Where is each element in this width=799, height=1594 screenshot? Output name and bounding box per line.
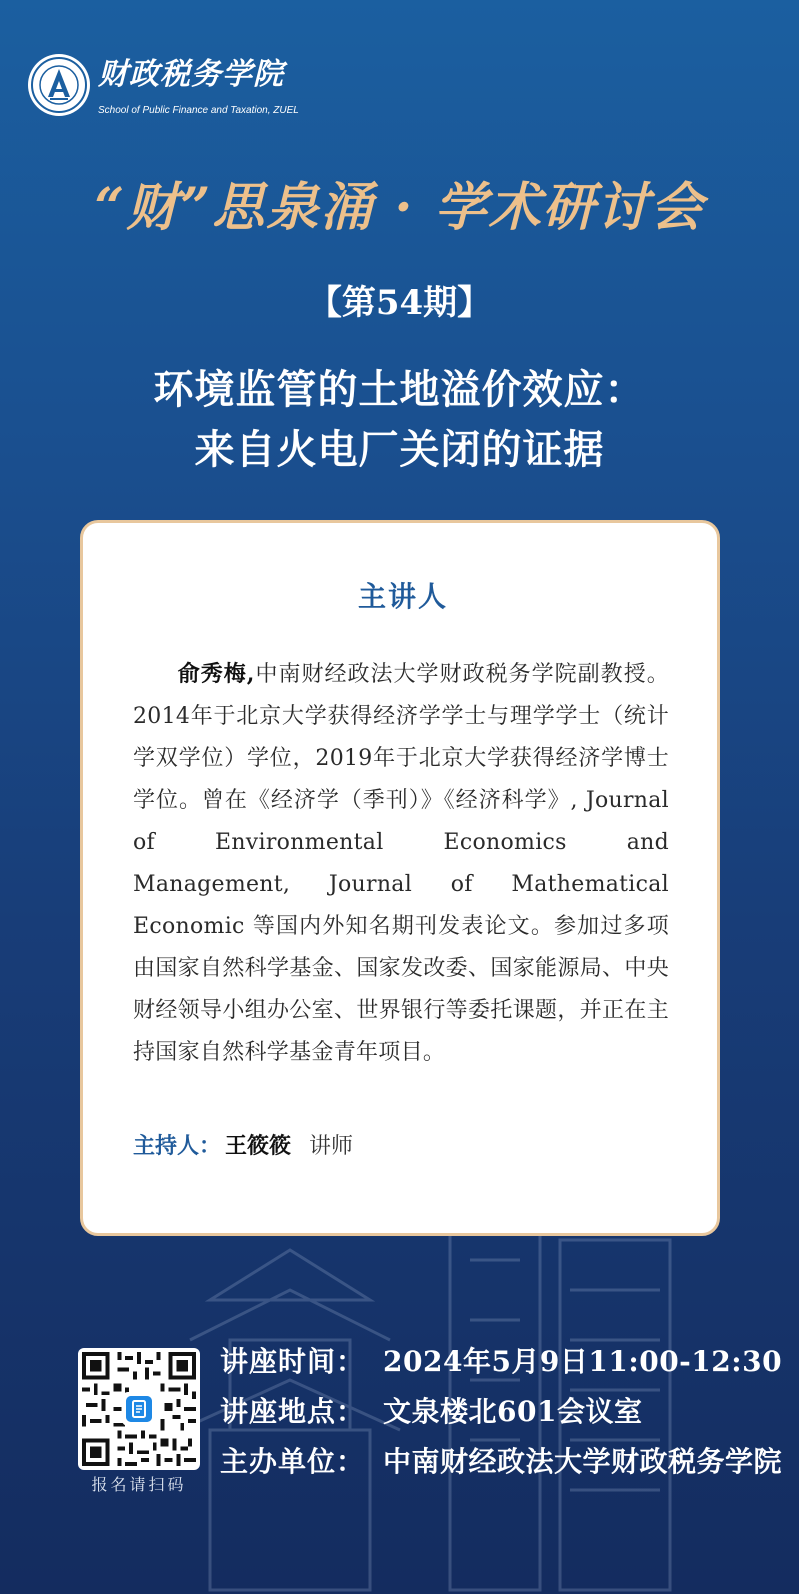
school-name-cn: 财政税务学院 [98, 57, 284, 92]
qr-center-badge [122, 1392, 156, 1426]
speaker-bio-text: 中南财经政法大学财政税务学院副教授。2014年于北京大学获得经济学学士与理学学士（统计学双学位）学位，2019年于北京大学获得经济学博士学位。曾在《经济学（季刊）》《经济科学》, Journal of Environmental Economics and Management, Journal of Mathematical Economic 等国内外知名期刊发表论文。参加过多项由国家自然科学基金、国家发改委、国家能源局、中央财经领导小组办公室、世界银行等委托课题，并正在主持国家自然科学基金青年项目。 [133, 662, 670, 1065]
lecture-place-label: 讲座地点： [220, 1395, 366, 1428]
speaker-name: 俞秀梅, [177, 661, 255, 687]
host-title: 讲师 [309, 1134, 354, 1159]
document-icon [126, 1396, 152, 1422]
lecture-time-label: 讲座时间： [220, 1345, 366, 1378]
university-seal-icon [26, 52, 92, 118]
lecture-time-row [220, 1340, 783, 1384]
school-name-en: School of Public Finance and Taxation, ZUEL [98, 105, 299, 116]
lecture-place-row [220, 1390, 780, 1434]
lecture-place-value: 文泉楼北601会议室 [383, 1395, 643, 1428]
speaker-bio [133, 653, 669, 1074]
seminar-series-title: “财”思泉涌 · 学术研讨会 [94, 177, 705, 238]
organizer-row [220, 1440, 783, 1484]
issue-number: 【第54期】 [307, 283, 492, 323]
qr-caption: 报名请扫码 [91, 1475, 187, 1494]
host-label: 主持人： [133, 1133, 222, 1159]
registration-qr-code[interactable] [78, 1348, 200, 1470]
speaker-card [80, 520, 720, 1236]
host-name: 王筱筱 [225, 1133, 292, 1159]
organizer-value: 中南财经政法大学财政税务学院 [383, 1445, 783, 1478]
lecture-time-value: 2024年5月9日11:00-12:30 [383, 1345, 783, 1378]
host-line [133, 1129, 669, 1164]
speaker-heading: 主讲人 [357, 580, 448, 613]
talk-title-line-2: 来自火电厂关闭的证据 [194, 426, 605, 473]
organizer-label: 主办单位： [220, 1445, 366, 1478]
building-silhouette-icon [170, 1180, 690, 1594]
talk-title-line-1: 环境监管的土地溢价效应： [153, 366, 646, 413]
